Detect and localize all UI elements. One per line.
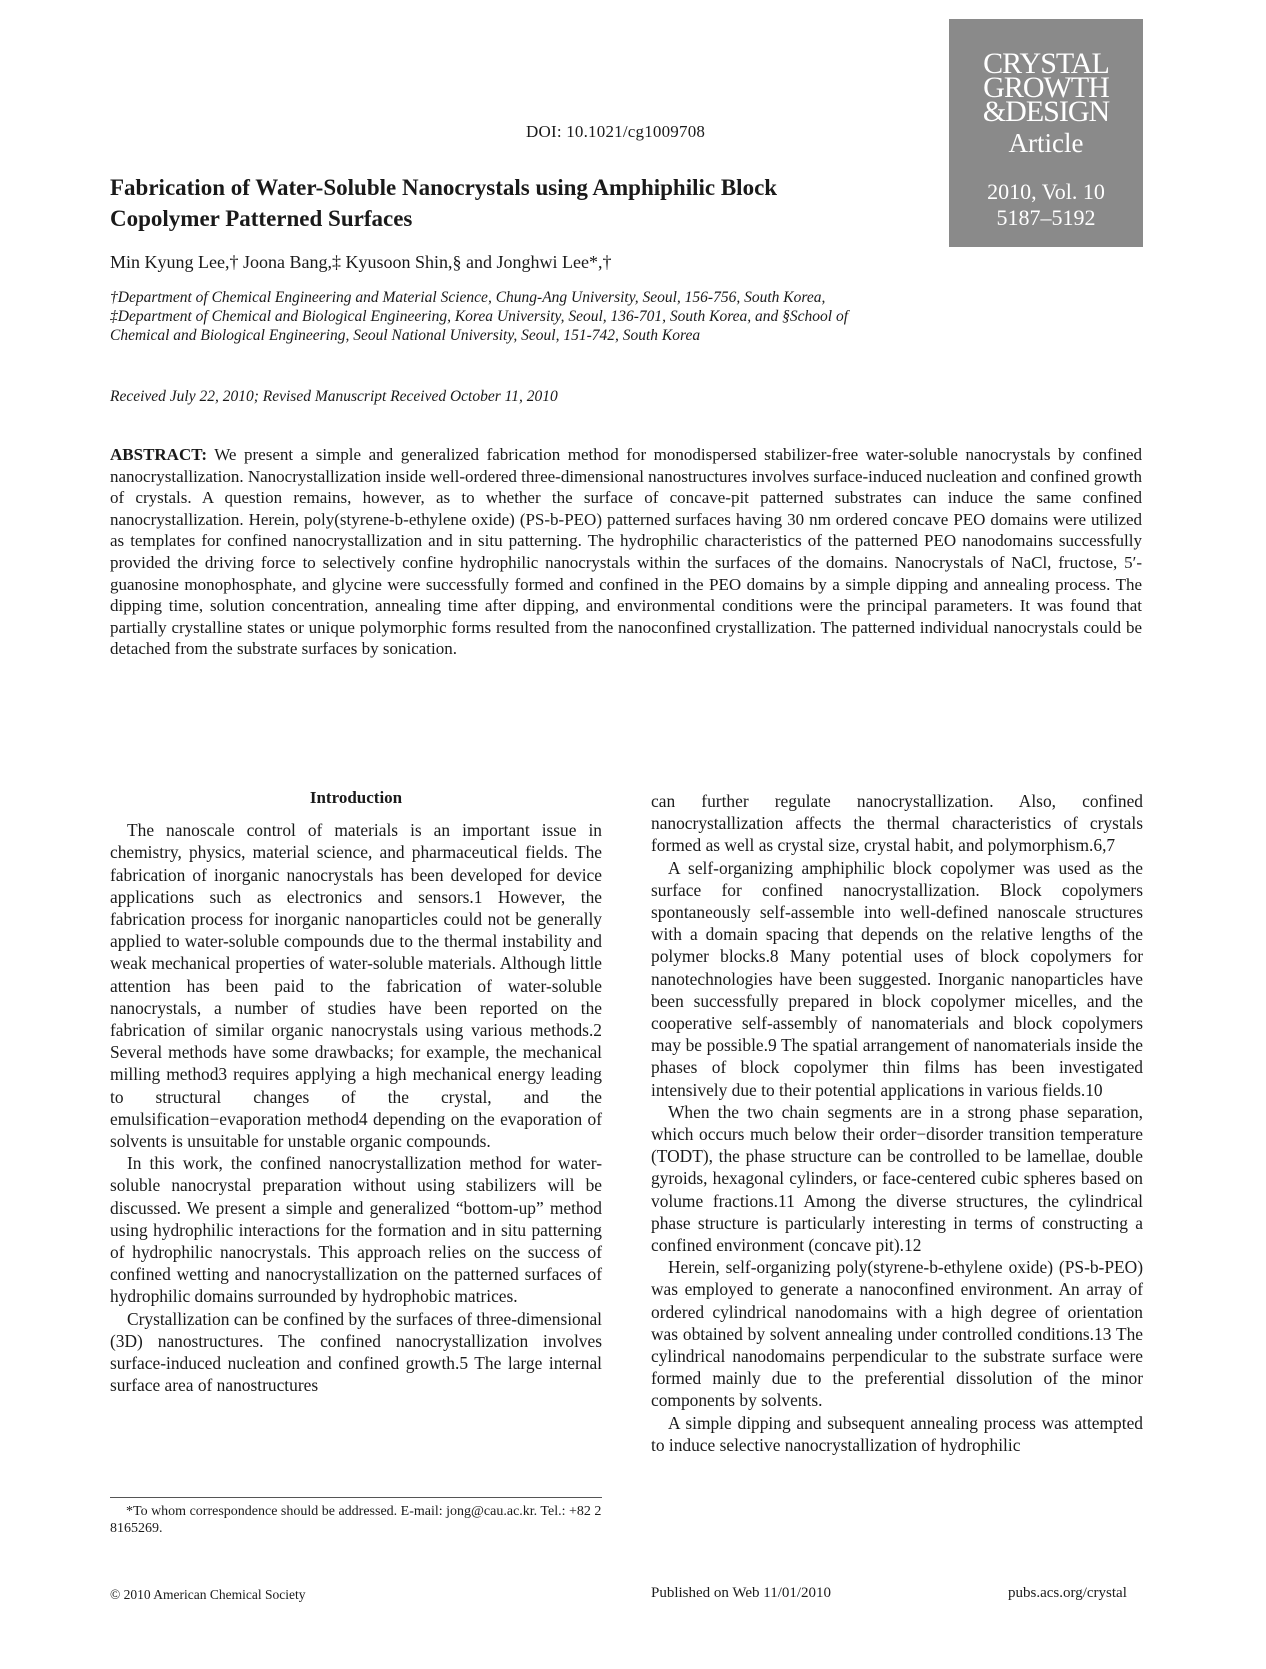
- journal-pages: 5187–5192: [996, 205, 1096, 230]
- abstract-text: We present a simple and generalized fabrication method for monodispersed stabilizer-free water-soluble nanocrystals by confined nanocrystallization. Nanocrystallization inside well-ordered three-dimensional nanostructures involves surface-induced nucleation and confined growth of crystals. A question remains, however, as to whether the surface of concave-pit patterned substrates can induce the same confined nanocrystallization. Herein, poly(styrene-b-ethylene oxide) (PS-b-PEO) patterned surfaces having 30 nm ordered concave PEO domains were utilized as templates for confined nanocrystallization and in situ patterning. The hydrophilic characteristics of the patterned PEO nanodomains successfully provided the driving force to selectively confine hydrophilic nanocrystals within the surfaces of the domains. Nanocrystals of NaCl, fructose, 5′-guanosine monophosphate, and glycine were successfully formed and confined in the PEO domains by a simple dipping and annealing process. The dipping time, solution concentration, annealing time after dipping, and environmental conditions were the principal parameters. It was found that partially crystalline states or unique polymorphic forms resulted from the nanoconfined crystallization. The patterned individual nanocrystals could be detached from the substrate surfaces by sonication.: [110, 445, 1142, 659]
- article-title: Fabrication of Water-Soluble Nanocrystals using Amphiphilic Block Copolymer Patterned Surfaces: [110, 175, 778, 231]
- affiliations: †Department of Chemical Engineering and Material Science, Chung-Ang University, Seoul, 156-756, South Korea, ‡Department of Chemical and Biological Engineering, Korea University, Seoul, 136-701, South Korea, and §School of Chemical and Biological Engineering, Seoul National University, Seoul, 151-742, South Korea: [110, 289, 849, 344]
- received-dates: Received July 22, 2010; Revised Manuscript Received October 11, 2010: [110, 388, 558, 405]
- body-paragraph: Crystallization can be confined by the surfaces of three-dimensional (3D) nanostructures. The confined nanocrystallization involves surface-induced nucleation and confined growth.5 The large internal surface area of nanostructures: [110, 1308, 602, 1396]
- footnote-divider: [110, 1497, 602, 1498]
- journal-logo-box: [949, 19, 1143, 247]
- body-paragraph: When the two chain segments are in a strong phase separation, which occurs much below their order−disorder transition temperature (TODT), the phase structure can be controlled to be lamellae, double gyroids, hexagonal cylinders, or face-centered cubic spheres based on volume fractions.11 Among the diverse structures, the cylindrical phase structure is particularly interesting in terms of constructing a confined environment (concave pit).12: [651, 1101, 1143, 1256]
- journal-url: pubs.acs.org/crystal: [1008, 1585, 1127, 1601]
- journal-volume: 2010, Vol. 10: [987, 179, 1105, 204]
- body-column-right: [651, 790, 1143, 1456]
- author-list: Min Kyung Lee,† Joona Bang,‡ Kyusoon Shin,§ and Jonghwi Lee*,†: [110, 252, 612, 272]
- body-paragraph: can further regulate nanocrystallization. Also, confined nanocrystallization affects the thermal characteristics of crystals formed as well as crystal size, crystal habit, and polymorphism.6,7: [651, 791, 1143, 856]
- journal-name-line2: GROWTH: [983, 71, 1109, 104]
- body-paragraph: In this work, the confined nanocrystallization method for water-soluble nanocrystal preparation without using stabilizers will be discussed. We present a simple and generalized “bottom-up” method using hydrophilic interactions for the formation and in situ patterning of hydrophilic nanocrystals. This approach relies on the success of confined wetting and nanocrystallization on the patterned surfaces of hydrophilic domains surrounded by hydrophobic matrices.: [110, 1153, 602, 1307]
- journal-name-line3: &DESIGN: [982, 95, 1110, 128]
- body-paragraph: The nanoscale control of materials is an important issue in chemistry, physics, material science, and pharmaceutical fields. The fabrication of inorganic nanocrystals has been developed for device applications such as electronics and sensors.1 However, the fabrication process for inorganic nanoparticles could not be generally applied to water-soluble compounds due to the thermal instability and weak mechanical properties of water-soluble materials. Although little attention has been paid to the fabrication of water-soluble nanocrystals, a number of studies have been reported on the fabrication of similar organic nanocrystals using various methods.2 Several methods have some drawbacks; for example, the mechanical milling method3 requires applying a high mechanical energy leading to structural changes of the crystal, and the emulsification−evaporation method4 depending on the evaporation of solvents is unsuitable for unstable organic compounds.: [110, 820, 602, 1152]
- correspondence-footnote: *To whom correspondence should be addressed. E-mail: jong@cau.ac.kr. Tel.: +82 2 8165269.: [110, 1504, 602, 1536]
- journal-name-line1: CRYSTAL: [983, 47, 1109, 80]
- copyright-notice: © 2010 American Chemical Society: [110, 1587, 306, 1602]
- journal-name: [949, 47, 1143, 128]
- abstract: [110, 444, 1142, 660]
- section-heading-introduction: Introduction: [309, 788, 403, 807]
- published-date: Published on Web 11/01/2010: [651, 1585, 832, 1601]
- abstract-label: ABSTRACT:: [110, 445, 207, 464]
- body-paragraph: A simple dipping and subsequent annealing process was attempted to induce selective nanocrystallization of hydrophilic: [651, 1412, 1143, 1455]
- body-column-left: [110, 787, 602, 1396]
- article-type: Article: [1008, 128, 1084, 158]
- doi: DOI: 10.1021/cg1009708: [526, 122, 706, 141]
- body-paragraph: Herein, self-organizing poly(styrene-b-ethylene oxide) (PS-b-PEO) was employed to generate a nanoconfined environment. An array of ordered cylindrical nanodomains with a high degree of orientation was obtained by solvent annealing under controlled conditions.13 The cylindrical nanodomains perpendicular to the substrate surface were formed mainly due to the preferential dissolution of the minor components by solvents.: [651, 1257, 1143, 1411]
- body-paragraph: A self-organizing amphiphilic block copolymer was used as the surface for confined nanocrystallization. Block copolymers spontaneously self-assemble into well-defined nanoscale structures with a domain spacing that depends on the relative lengths of the polymer blocks.8 Many potential uses of block copolymers for nanotechnologies have been suggested. Inorganic nanoparticles have been successfully prepared in block copolymer micelles, and the cooperative self-assembly of nanomaterials and block copolymers may be possible.9 The spatial arrangement of nanomaterials inside the phases of block copolymer thin films has been investigated intensively due to their potential applications in various fields.10: [651, 857, 1143, 1100]
